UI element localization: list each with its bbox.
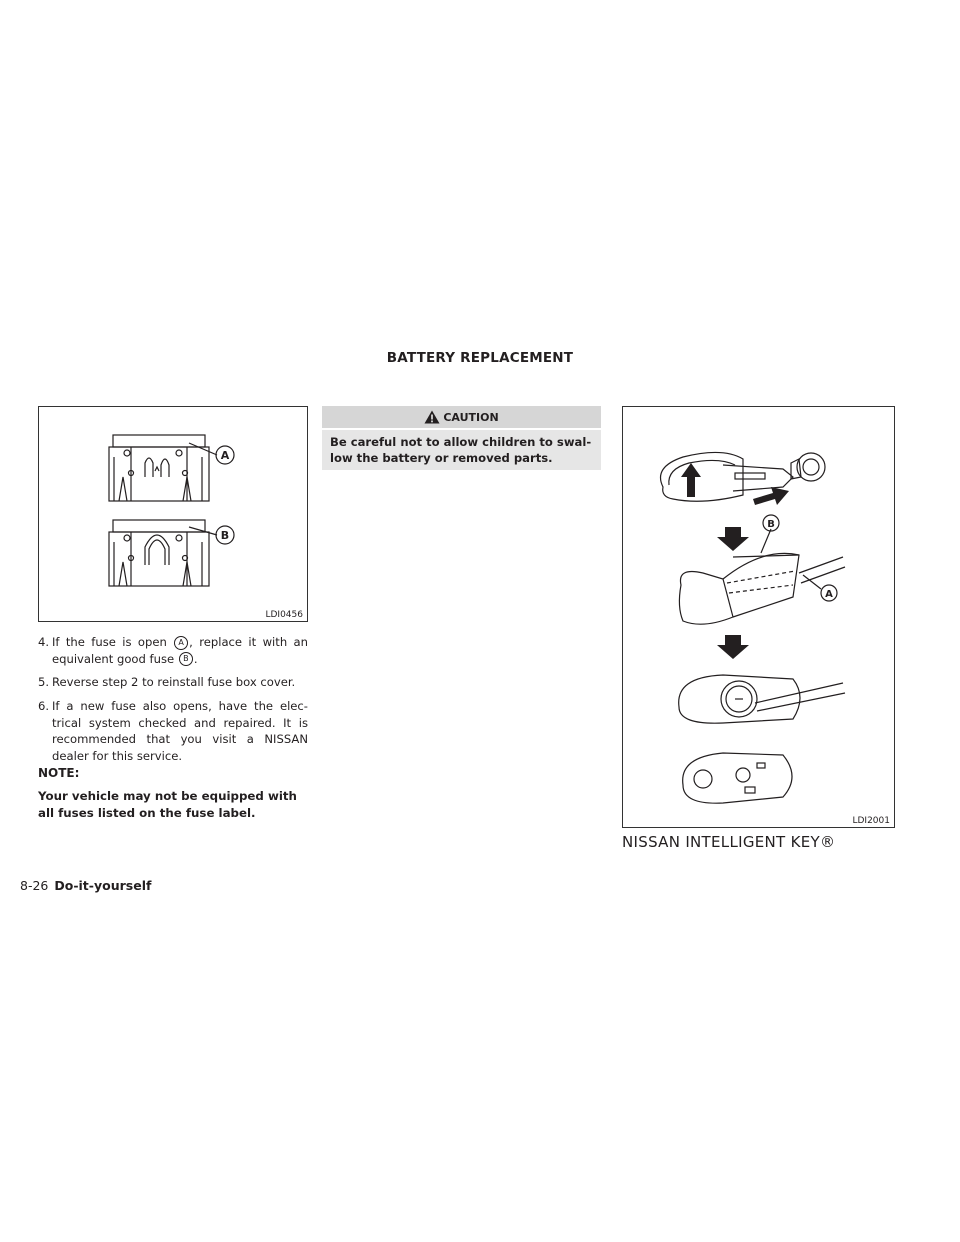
warning-triangle-icon [424, 410, 440, 424]
key-label-b: B [767, 519, 775, 530]
page-number: 8-26 [20, 878, 49, 893]
key-battery-illustration [623, 407, 894, 827]
key-figure-id: LDI2001 [852, 816, 890, 826]
fuse-figure [38, 406, 308, 622]
note-body: Your vehicle may not be equipped with all fuses listed on the fuse label. [38, 789, 297, 820]
caution-body: Be careful not to allow children to swal- low the battery or removed parts. [322, 430, 601, 470]
key-label-a: A [825, 589, 833, 600]
step-6: 6. If a new fuse also opens, have the elec- trical system checked and repaired. It is recommended that you visit a NISSAN dealer for this service. [38, 699, 308, 763]
caution-header [322, 406, 601, 428]
caution-title: CAUTION [443, 410, 499, 424]
key-figure [622, 406, 895, 828]
step-5: 5. Reverse step 2 to reinstall fuse box cover. [38, 675, 296, 689]
note-heading: NOTE: [38, 766, 80, 780]
section-title: BATTERY REPLACEMENT [386, 350, 574, 366]
key-heading: NISSAN INTELLIGENT KEY® [622, 833, 836, 851]
step-4: 4. If the fuse is open A , replace it with an equivalent good fuse B . [38, 635, 308, 666]
chapter-name: Do-it-yourself [54, 878, 152, 893]
fuse-illustration [39, 407, 307, 621]
fuse-label-a: A [220, 449, 230, 462]
callout-b-icon: B [179, 652, 193, 666]
page-footer [20, 878, 151, 893]
fuse-label-b: B [220, 529, 230, 542]
callout-a-icon: A [174, 636, 188, 650]
fuse-figure-id: LDI0456 [265, 610, 303, 620]
